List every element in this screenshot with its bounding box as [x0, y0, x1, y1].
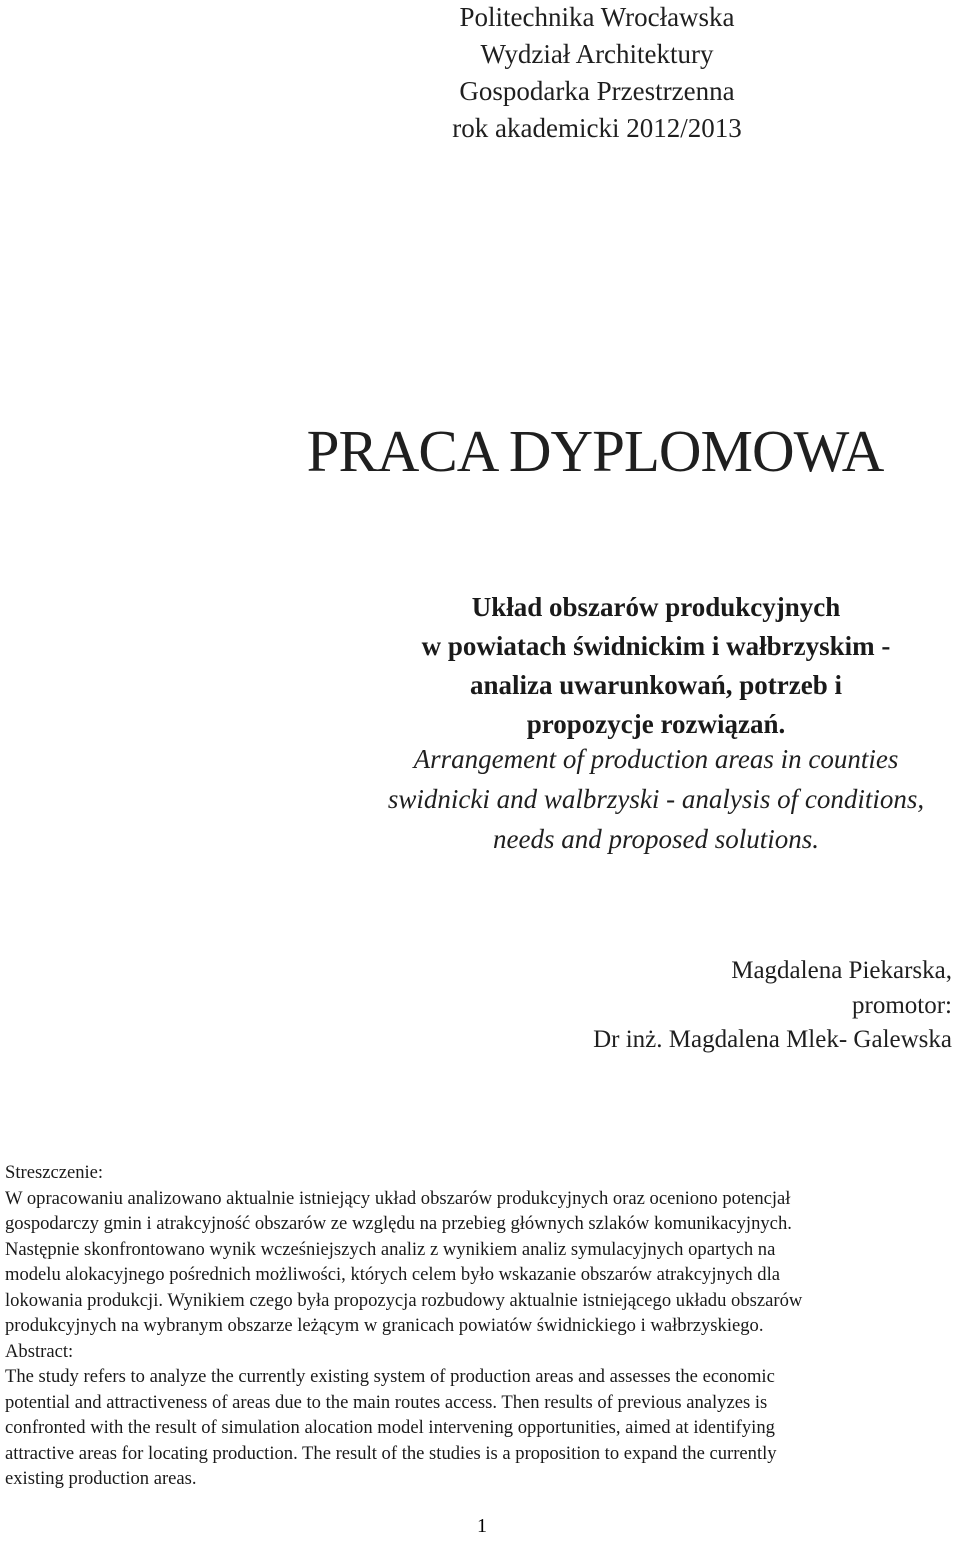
promoter-name: Dr inż. Magdalena Mlek- Galewska — [593, 1026, 952, 1053]
author-name: Magdalena Piekarska, — [731, 957, 952, 984]
summary-line: modelu alokacyjnego pośrednich możliwości, których celem było wskazanie obszarów atrakcyjnych dla — [5, 1264, 780, 1285]
title-en-line: needs and proposed solutions. — [493, 824, 819, 854]
faculty-name: Wydział Architektury — [480, 39, 714, 69]
title-en-line: swidnicki and walbrzyski - analysis of conditions, — [387, 784, 925, 814]
summary-line: W opracowaniu analizowano aktualnie istniejący układ obszarów produkcyjnych oraz oceniono potencjał — [5, 1187, 791, 1209]
abstract-line: potential and attractiveness of areas due to the main routes access. Then results of previous analyzes is — [5, 1391, 768, 1413]
page-number: 1 — [477, 1515, 487, 1537]
summary-line: lokowania produkcji. Wynikiem czego była propozycja rozbudowy aktualnie istniejącego układu obszarów — [5, 1289, 803, 1311]
title-pl-line: w powiatach świdnickim i wałbrzyskim - — [421, 631, 891, 661]
title-pl-line: analiza uwarunkowań, potrzeb i — [469, 670, 843, 700]
university-name: Politechnika Wrocławska — [459, 2, 735, 32]
title-en-line: Arrangement of production areas in counties — [413, 744, 899, 774]
title-pl-line: propozycje rozwiązań. — [526, 709, 786, 739]
summary-section — [5, 1160, 955, 1492]
abstract-line: confronted with the result of simulation alocation model intervening opportunities, aimed at identifying — [5, 1417, 775, 1438]
abstract-line: attractive areas for locating production. The result of the studies is a proposition to expand the currently — [5, 1442, 777, 1464]
summary-line: Następnie skonfrontowano wynik wcześniejszych analiz z wynikiem analiz symulacyjnych opartych na — [5, 1238, 776, 1260]
academic-year: rok akademicki 2012/2013 — [452, 113, 742, 143]
promoter-label: promotor: — [852, 992, 952, 1019]
title-pl-line: Układ obszarów produkcyjnych — [471, 592, 841, 622]
summary-heading: Streszczenie: — [5, 1162, 104, 1183]
summary-line: gospodarczy gmin i atrakcyjność obszarów ze względu na przebieg głównych szlaków komunikacyjnych. — [5, 1213, 792, 1234]
summary-line: produkcyjnych na wybranym obszarze leżącym w granicach powiatów świdnickiego i wałbrzyskiego. — [5, 1315, 764, 1336]
document-type-heading: PRACA DYPLOMOWA — [306, 418, 884, 484]
abstract-line: The study refers to analyze the currently existing system of production areas and assesses the economic — [5, 1366, 775, 1387]
abstract-line: existing production areas. — [5, 1468, 197, 1489]
abstract-heading: Abstract: — [5, 1340, 74, 1362]
field-of-study: Gospodarka Przestrzenna — [459, 76, 735, 106]
